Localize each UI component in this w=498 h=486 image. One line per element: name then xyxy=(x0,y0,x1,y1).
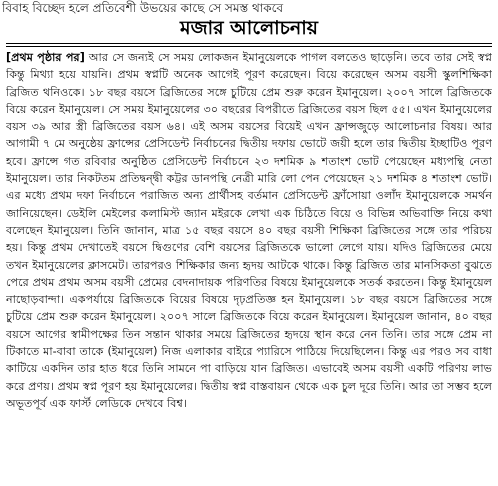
title-rule-top xyxy=(6,43,492,44)
previous-article-fragment: বিবাহ বিচ্ছেদ হলে প্রতিবেশী উভয়ের কাছে সে সমস্ত থাকবে xyxy=(2,1,284,15)
article-body xyxy=(6,49,492,483)
article-text: আর সে জন্যই সে সময় লোকজন ইমানুয়েলকে পাগল বলতেও ছাড়েনি। তবে তার সেই স্বপ্ন কিন্তু মিথ্যা হয়ে যায়নি। প্রথম স্বপ্নটি অনেক আগেই পূরণ করেছেন। বিয়ে করেছেন অসম বয়সী স্কুলশিক্ষিকা ব্রিজিত থনিওকে। ১৮ বছর বয়সে ব্রিজিতের সঙ্গে চুটিয়ে প্রেম শুরু করেন ইমানুয়েল। ২০০৭ সালে ব্রিজিতকে বিয়ে করেন ইমানুয়েল। সে সময় ইমানুয়েলের ৩০ বছরের বিপরীতে ব্রিজিতের বয়স ছিল ৫৫। এখন ইমানুয়েলের বয়স ৩৯ আর স্ত্রী ব্রিজিতের বয়স ৬৪। এই অসম বয়সের বিয়েই এখন ফ্রান্সজুড়ে আলোচনার বিষয়। আর আগামী ৭ মে অনুষ্ঠেয় ফ্রান্সের প্রেসিডেন্ট নির্বাচনের দ্বিতীয় দফায় ভোটে জয়ী হলে তার দ্বিতীয় ইচ্ছাটিও পূরণ হবে। ফ্রান্সে গত রবিবার অনুষ্ঠিত প্রেসিডেন্ট নির্বাচনে ২৩ দশমিক ৯ শতাংশ ভোট পেয়েছেন মধ্যপন্থি নেতা ইমানুয়েল। তার নিকটতম প্রতিদ্বন্দ্বী কট্টর ডানপন্থি নেত্রী মারি লো পেন পেয়েছেন ২১ দশমিক ৪ শতাংশ ভোট। এর মধ্যে প্রথম দফা নির্বাচনে পরাজিত অন্য প্রার্থীসহ বর্তমান প্রেসিডেন্ট ফ্রাঁসোয়া ওলাঁদ ইমানুয়েলকে সমর্থন জানিয়েছেন। ডেইলি মেইলের কলামিস্ট জ্যান মইরকে লেখা এক চিঠিতে বিয়ে ও বিভিন্ন অভিবাক্তি নিয়ে কথা বলেছেন ইমানুয়েল। তিনি জানান, মাত্র ১৫ বছর বয়সে ৪০ বছর বয়সী শিক্ষিকা ব্রিজিতের সঙ্গে তার পরিচয় হয়। কিন্তু প্রথম দেখাতেই বয়সে দ্বিগুণের বেশি বয়সের ব্রিজিতকে ভালো লেগে যায়। যদিও ব্রিজিতের মেয়ে তখন ইমানুয়েলের ক্লাসমেট। তারপরও শিক্ষিকার জন্য হৃদয় আটকে থাকে। কিন্তু ব্রিজিত তার মানসিকতা বুঝতে পেরে প্রথম প্রথম অসম বয়সী প্রেমের বেদনাদায়ক পরিণতির বিষয়ে ইমানুয়েলকে সতর্ক করতেন। কিন্তু ইমানুয়েল নাছোড়বান্দা। একপর্যায়ে ব্রিজিতকে বিয়ের বিষয়ে দৃঢ়প্রতিজ্ঞ হন ইমানুয়েল। ১৮ বছর বয়সে ব্রিজিতের সঙ্গে চুটিয়ে প্রেম শুরু করেন ইমানুয়েল। ২০০৭ সালে ব্রিজিতকে বিয়ে করেন ইমানুয়েল। ইমানুয়েল জানান, ৪০ বছর বয়সে আগের স্বামীপক্ষের তিন সন্তান থাকার সময়ে ব্রিজিতের হৃদয়ে স্থান করে নেন তিনি। তার সঙ্গে প্রেম না টিকাতে মা-বাবা তাকে (ইমানুয়েল) নিজ এলাকার বাইরে প্যারিসে পাঠিয়ে দিয়েছিলেন। কিন্তু এর পরও সব বাধা কাটিয়ে একদিন তার হাত ধরে তিনি সামনে পা বাড়িয়ে যান ব্রিজিত। এভাবেই অসম বয়সী একটি পরিণয় লাভ করে প্রণয়। প্রথম স্বপ্ন পূরণ হয় ইমানুয়েলের। দ্বিতীয় স্বপ্ন বাস্তবায়ন থেকে এক চুল দূরে তিনি। আর তা সম্ভব হলে অভূতপূর্ব এক ফার্স্ট লেডিকে দেখবে বিশ্ব। xyxy=(6,51,492,410)
continuation-marker: [প্রথম পৃষ্ঠার পর] xyxy=(6,51,85,64)
article-title: মজার আলোচনায় xyxy=(180,17,318,39)
title-rule-bottom xyxy=(6,46,492,47)
